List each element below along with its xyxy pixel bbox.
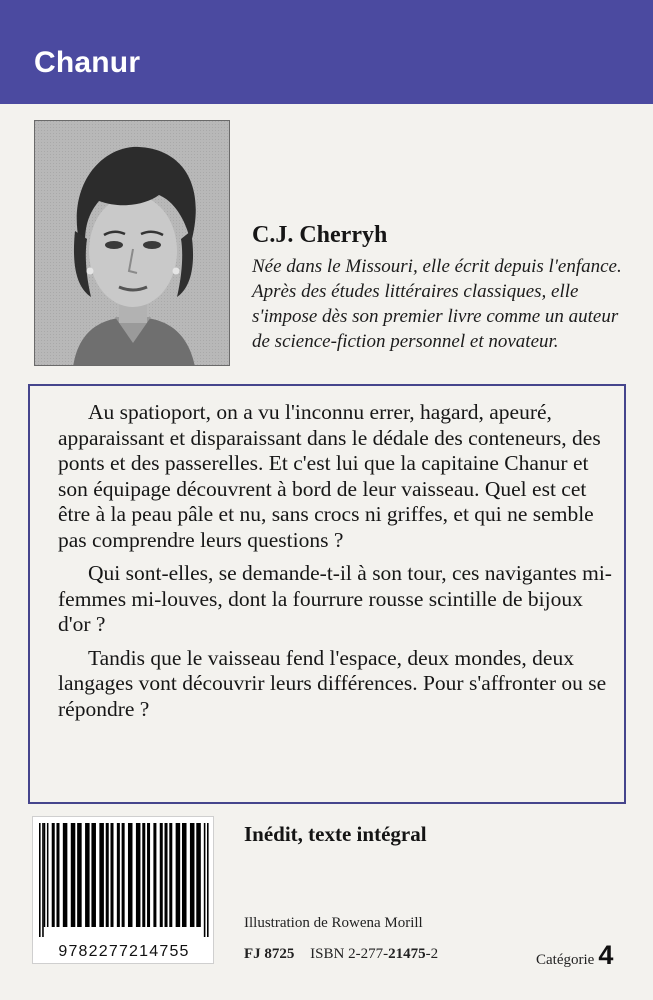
isbn-suffix: -2 [425,946,439,962]
barcode [32,816,214,964]
header-band [0,0,653,104]
blurb-box [28,384,626,804]
edition-label: Inédit, texte intégral [244,822,427,846]
blurb-paragraph: Au spatioport, on a vu l'inconnu errer, hagard, apeuré, apparaissant et disparaissant dans le dédale des conteneurs, des ponts et des passerelles. Et c'est lui que la capitaine Chanur et son équipage découvrent à bord de leur vaisseau. Quel est cet être à la peau pâle et nu, sans crocs ni griffes, et qui ne semble pas comprendre leurs questions ? [58,400,601,552]
category-number: 4 [598,940,614,970]
illustration-credit: Illustration de Rowena Morill [244,915,423,931]
category-label: Catégorie [536,952,595,968]
blurb-paragraph: Tandis que le vaisseau fend l'espace, deux mondes, deux langages vont découvrir leurs différences. Pour s'affronter ou se répondre ? [58,645,607,721]
author-portrait-icon [35,121,230,366]
author-bio: Née dans le Missouri, elle écrit depuis l'enfance. Après des études littéraires classiques, elle s'impose dès son premier livre comme un auteur de science-fiction personnel et novateur. [252,256,622,352]
barcode-bars-icon [39,823,209,937]
isbn-prefix: ISBN 2-277- [310,946,389,962]
barcode-digits: 9782277214755 [58,943,190,960]
fj-code: FJ 8725 [244,946,295,962]
book-title: Chanur [34,46,141,79]
author-photo [34,120,230,366]
publication-codes [244,946,438,963]
isbn-core: 21475 [388,946,426,962]
category [536,940,613,971]
blurb-paragraph: Qui sont-elles, se demande-t-il à son tour, ces navigantes mi-femmes mi-louves, dont la fourrure rousse scintille de bijoux d'or ? [58,561,612,636]
author-name: C.J. Cherryh [252,222,388,248]
